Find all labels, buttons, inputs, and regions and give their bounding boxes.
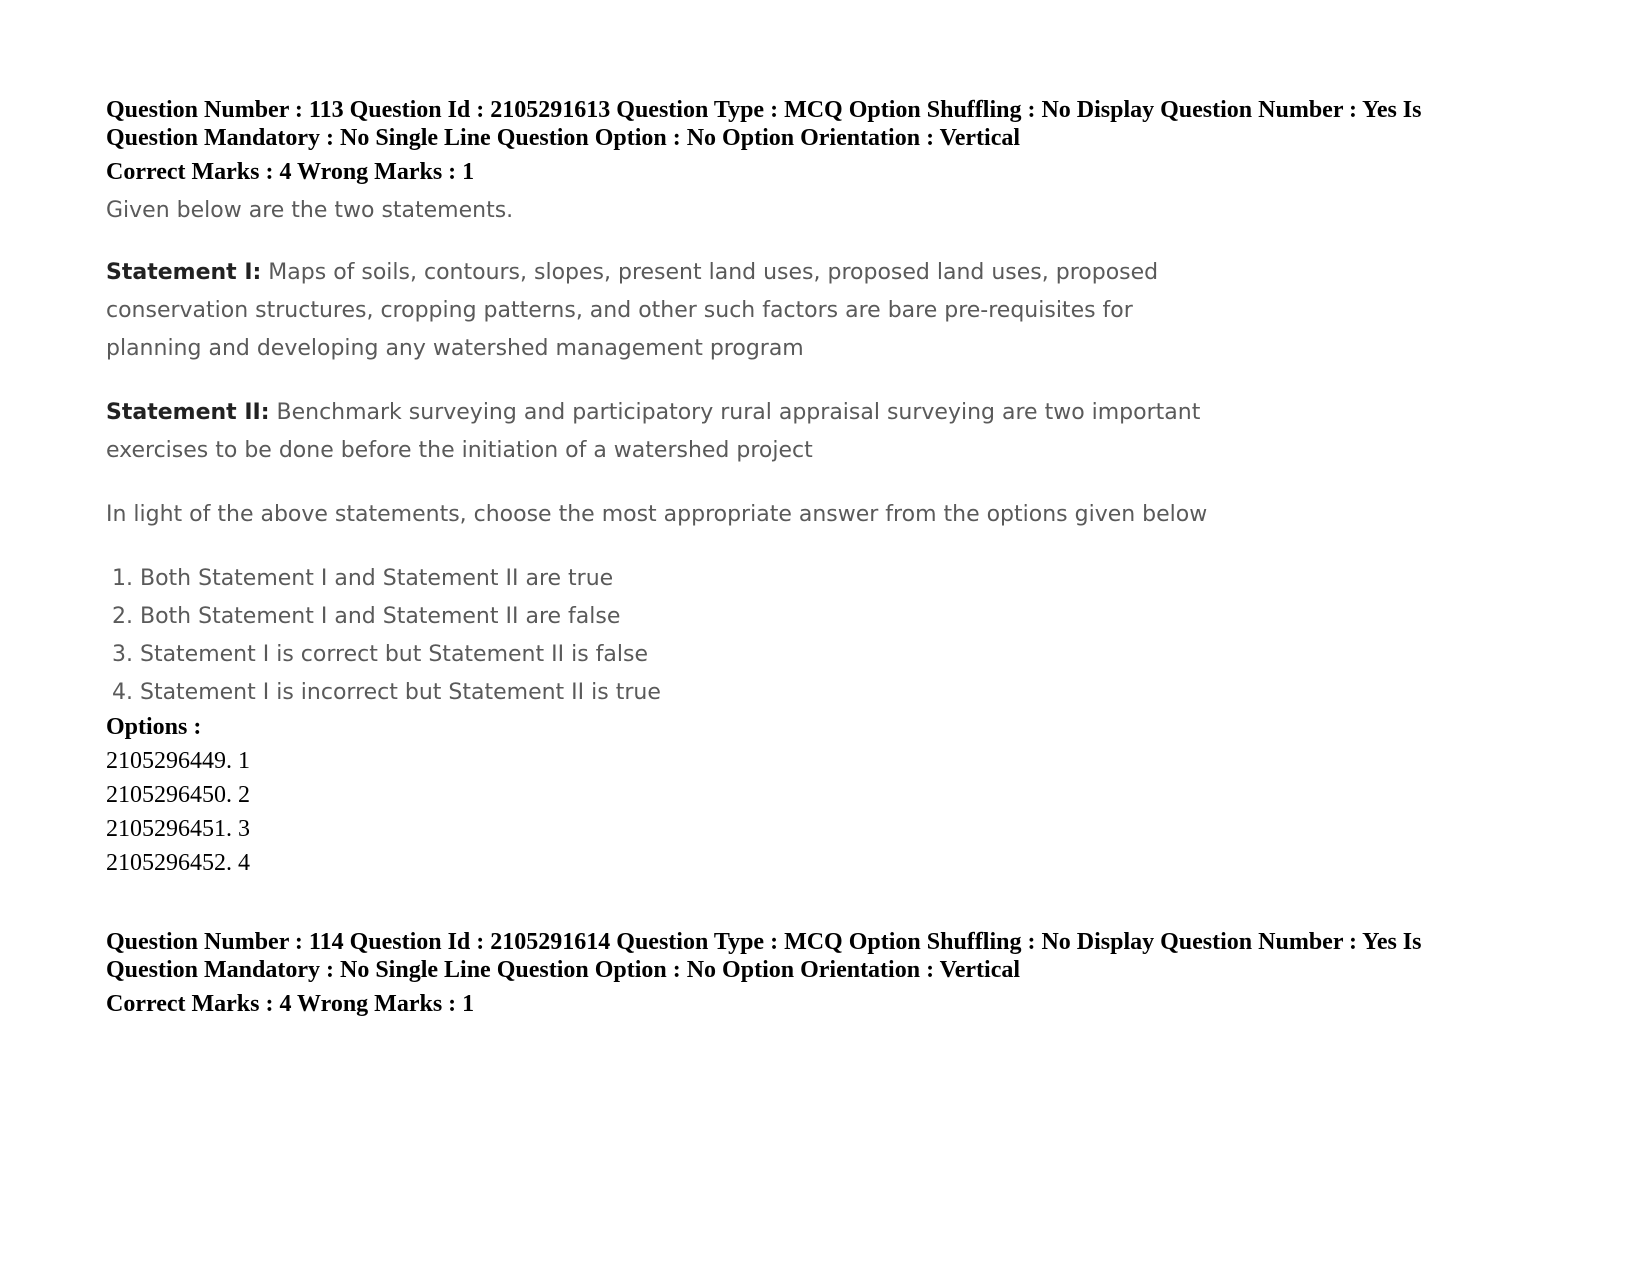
answer-choice-3: 3. Statement I is correct but Statement II is false (112, 642, 648, 667)
question-meta-line-2: Question Mandatory : No Single Line Question Option : No Option Orientation : Vertical (106, 957, 1021, 983)
answer-choice-4: 4. Statement I is incorrect but Statement II is true (112, 680, 661, 705)
document-page (106, 96, 1546, 1018)
question-intro: Given below are the two statements. (106, 198, 514, 223)
question-meta-line-2: Question Mandatory : No Single Line Question Option : No Option Orientation : Vertical (106, 125, 1021, 151)
question-marks: Correct Marks : 4 Wrong Marks : 1 (106, 159, 475, 185)
question-block-113 (106, 96, 1546, 880)
option-id-1: 2105296449. 1 (106, 748, 250, 774)
option-id-list (106, 744, 1546, 880)
statement-1 (106, 254, 1226, 368)
option-id-3: 2105296451. 3 (106, 816, 250, 842)
question-meta-line-1: Question Number : 114 Question Id : 2105291614 Question Type : MCQ Option Shuffling : No Display Question Number : Yes Is (106, 929, 1422, 955)
statement-1-text: Maps of soils, contours, slopes, present land uses, proposed land uses, proposed conservation structures, cropping patterns, and other such factors are bare pre-requisites for planning and developing any watershed management program (106, 260, 1159, 361)
question-body (106, 192, 1226, 712)
answer-choice-1: 1. Both Statement I and Statement II are true (112, 566, 614, 591)
option-id-4: 2105296452. 4 (106, 850, 250, 876)
question-meta-line-1: Question Number : 113 Question Id : 2105291613 Question Type : MCQ Option Shuffling : No Display Question Number : Yes Is (106, 97, 1422, 123)
statement-1-label: Statement I: (106, 260, 262, 285)
question-block-114 (106, 928, 1546, 1018)
statement-2-text: Benchmark surveying and participatory rural appraisal surveying are two important exercises to be done before the initiation of a watershed project (106, 400, 1201, 463)
options-title: Options : (106, 714, 202, 740)
question-marks: Correct Marks : 4 Wrong Marks : 1 (106, 991, 475, 1017)
statement-2-label: Statement II: (106, 400, 270, 425)
statement-2 (106, 394, 1226, 470)
answer-choices (106, 560, 1226, 712)
answer-choice-2: 2. Both Statement I and Statement II are false (112, 604, 621, 629)
question-instruction: In light of the above statements, choose the most appropriate answer from the options given below (106, 502, 1208, 527)
option-id-2: 2105296450. 2 (106, 782, 250, 808)
